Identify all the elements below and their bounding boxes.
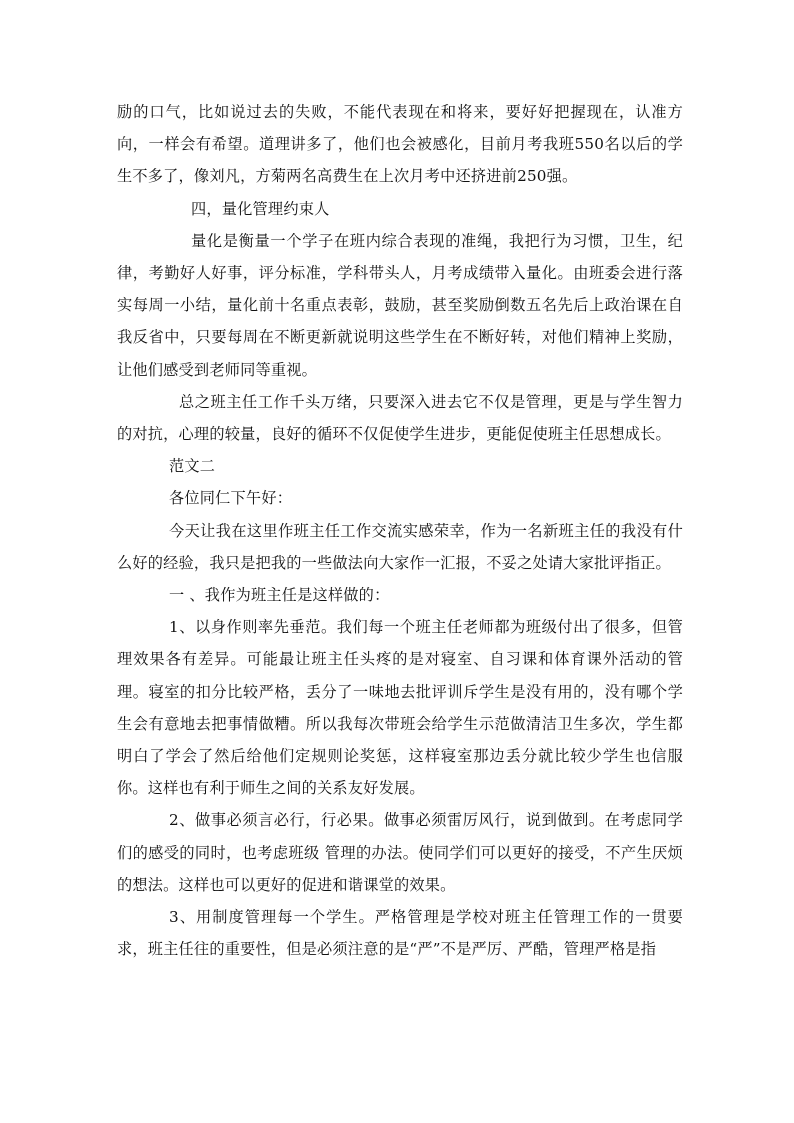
paragraph-continuation: 励的口气，比如说过去的失败，不能代表现在和将来，要好好把握现在，认准方向，一样会有希望。道理讲多了，他们也会被感化，目前月考我班550名以后的学生不多了，像刘凡，方菊两名高费生在上次月考中还挤进前250强。: [117, 103, 683, 186]
document-body: [117, 96, 683, 965]
paragraph-quantification: 量化是衡量一个学子在班内综合表现的准绳，我把行为习惯，卫生，纪律，考勤好人好事，评分标准，学科带头人，月考成绩带入量化。由班委会进行落实每周一小结，量化前十名重点表彰，鼓励，甚至奖励倒数五名先后上政治课在自我反省中，只要每周在不断更新就说明这些学生在不断好转，对他们精神上奖励，让他们感受到老师同等重视。: [117, 231, 683, 379]
greeting: 各位同仁下午好：: [169, 489, 293, 508]
paragraph-point-3: 3、用制度管理每一个学生。严格管理是学校对班主任管理工作的一贯要求，班主任往的重要性，但是必须注意的是“严”不是严厉、严酷，管理严格是指: [117, 908, 683, 959]
section-heading-my-practice: 一 、我作为班主任是这样做的：: [169, 586, 390, 605]
paragraph-introduction: 今天让我在这里作班主任工作交流实感荣幸，作为一名新班主任的我没有什么好的经验，我只是把我的一些做法向大家作一汇报，不妥之处请大家批评指正。: [117, 521, 683, 572]
paragraph-point-2: 2、做事必须言必行，行必果。做事必须雷厉风行，说到做到。在考虑同学们的感受的同时，也考虑班级 管理的办法。使同学们可以更好的接受，不产生厌烦的想法。这样也可以更好的促进和谐课堂的效果。: [117, 811, 683, 894]
sample-text-two-heading: 范文二: [169, 457, 216, 476]
section-heading-quantified-management: 四，量化管理约束人: [191, 199, 330, 218]
paragraph-summary: 总之班主任工作千头万绪，只要深入进去它不仅是管理，更是与学生智力的对抗，心理的较量，良好的循环不仅促使学生进步，更能促使班主任思想成长。: [117, 392, 683, 444]
paragraph-point-1: 1、以身作则率先垂范。我们每一个班主任老师都为班级付出了很多，但管理效果各有差异。可能最让班主任头疼的是对寝室、自习课和体育课外活动的管理。寝室的扣分比较严格，丢分了一味地去批评训斥学生是没有用的，没有哪个学生会有意地去把事情做糟。所以我每次带班会给学生示范做清洁卫生多次，学生都明白了学会了然后给他们定规则论奖惩，这样寝室那边丢分就比较少学生也信服你。这样也有利于师生之间的关系友好发展。: [117, 618, 683, 798]
